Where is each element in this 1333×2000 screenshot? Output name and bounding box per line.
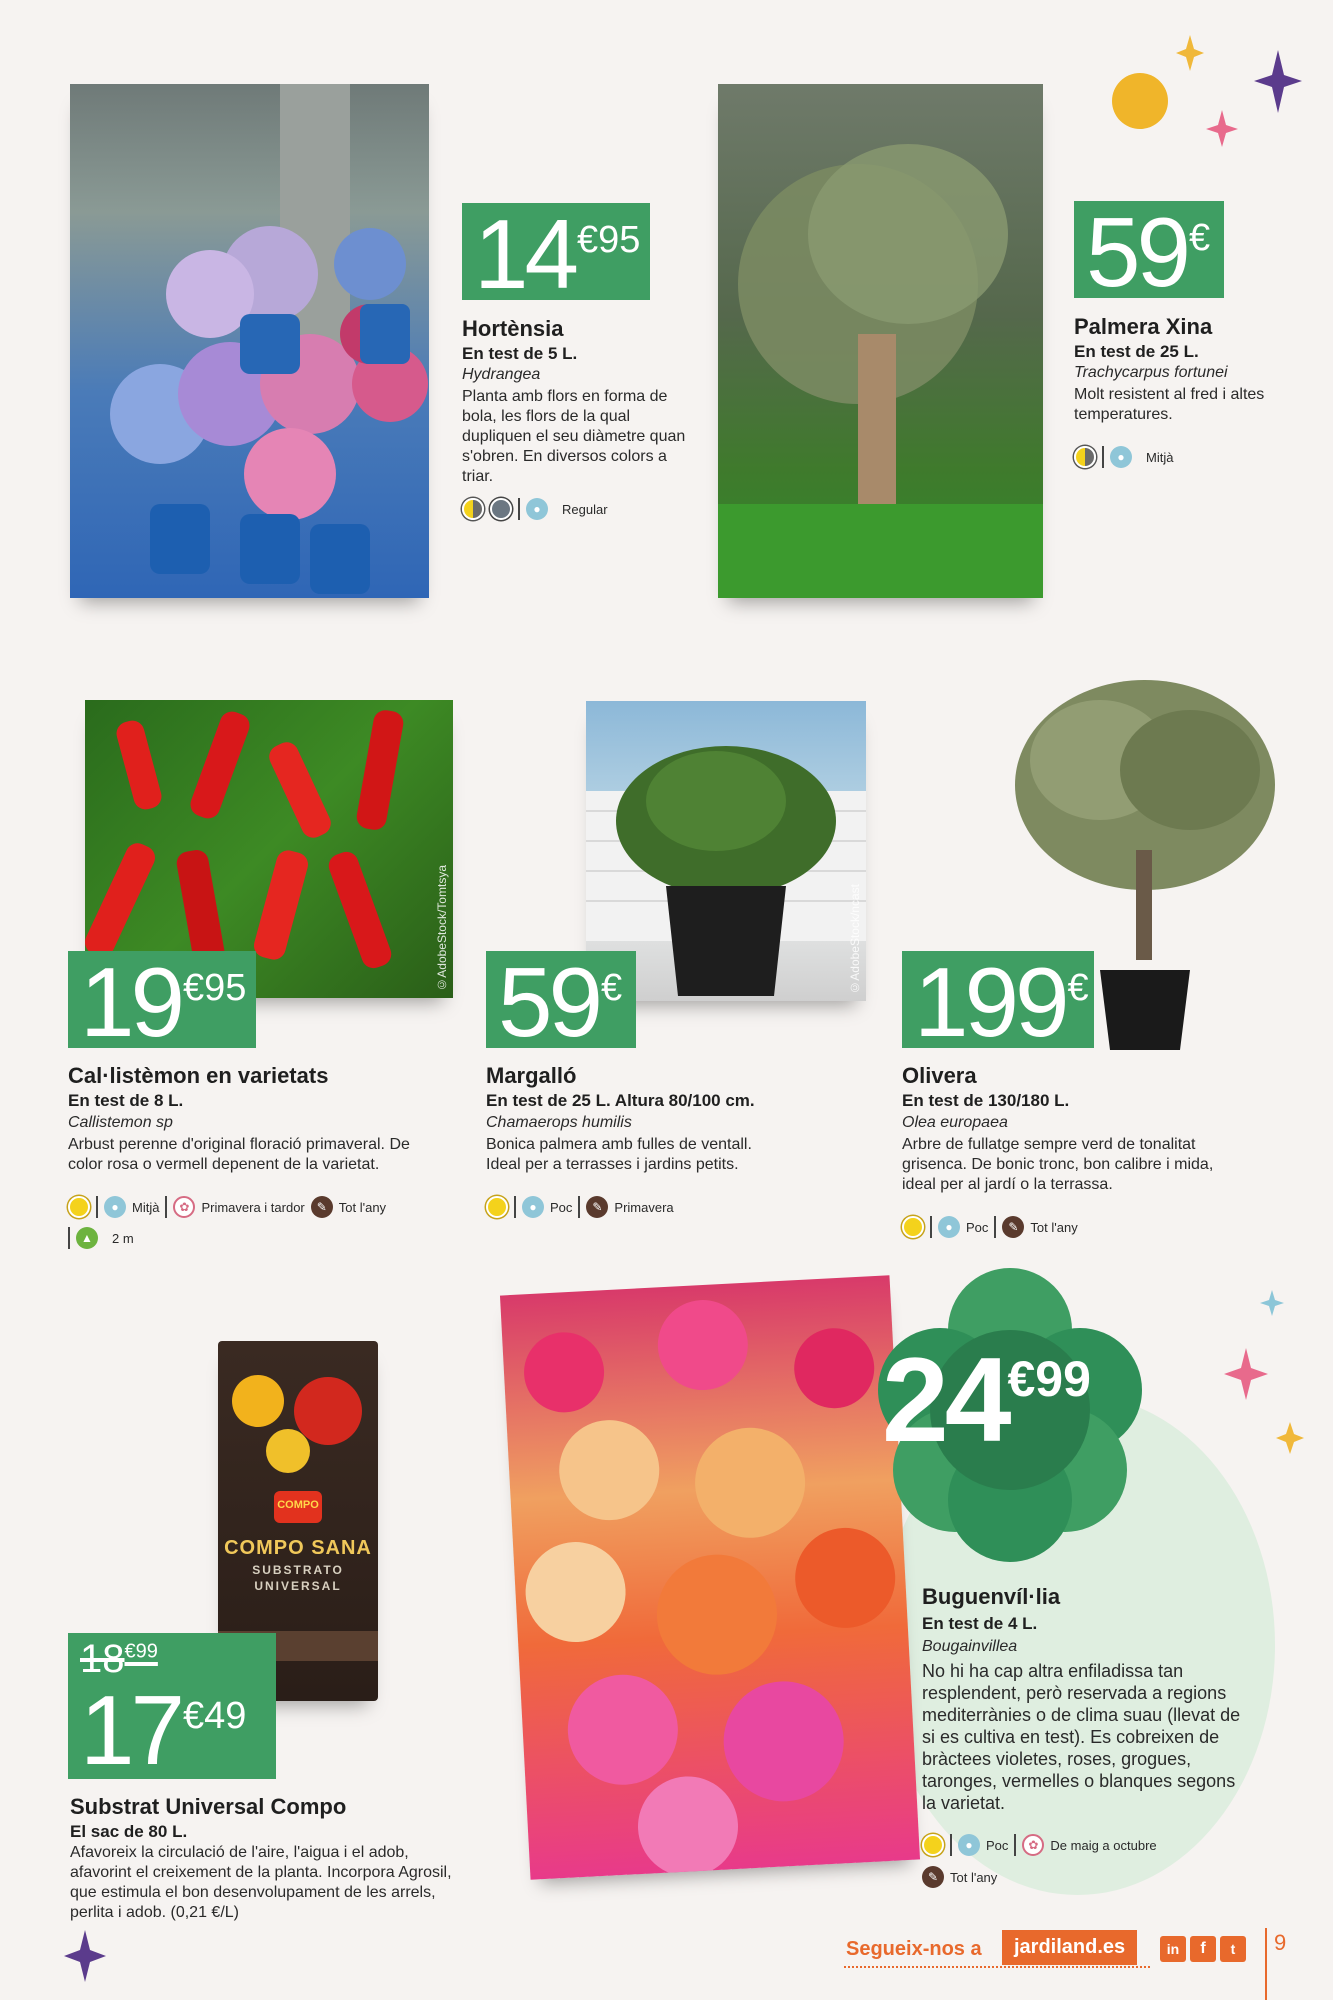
palmera-scientific: Trachycarpus fortunei [1074,364,1228,381]
olivera-price-tag [902,947,1094,1057]
olivera-description: Arbre de fullatge sempre verd de tonalitat grisenca. De bonic tronc, bon calibre i mida, ideal per al jardí o la terrassa. [902,1136,1214,1193]
divider [578,1196,580,1218]
hortensia-scientific: Hydrangea [462,366,541,383]
height-label: 2 m [112,1230,134,1246]
price-decimal: € [601,967,623,1009]
decor-stars-top [1090,25,1310,155]
page-divider [1265,1928,1267,2000]
buguenvillia-price [882,1333,1091,1467]
divider [514,1196,516,1218]
facebook-icon[interactable]: f [1190,1936,1216,1962]
page-number: 9 [1274,1930,1287,1955]
decor-stars-right [1210,1280,1320,1480]
star-pink-icon [1224,1348,1268,1400]
star-gold-icon [1276,1422,1304,1454]
palmera-care-icons [1074,446,1173,468]
callistemon-care-icons [68,1196,386,1218]
substrat-description: Afavoreix la circulació de l'aire, l'aigua i el adob, afavorint el creixement de la planta. Incorpora Agrosil, que estimula el bon desenvolupament de les arrels, perlita i adob. (0,21 €/L) [70,1844,452,1921]
full-sun-icon [902,1216,924,1238]
palmera-photo [718,84,1043,598]
divider [950,1834,952,1856]
partial-sun-icon [1074,446,1096,468]
callistemon-height-row [68,1227,134,1249]
substrat-container: El sac de 80 L. [70,1822,188,1841]
callistemon-description: Arbust perenne d'original floració primaveral. De color rosa o vermell depenent de la varietat. [68,1136,410,1173]
buguenvillia-description: No hi ha cap altra enfiladissa tan resplendent, però reservada a regions mediterrànies o de clima suau (llevat de si es cultiva en test). Es cobreixen de bràctees violetes, roses, grogues, taronges, vermelles o blanques segons la varietat. [922,1661,1241,1813]
planting-label: Tot l'any [1030,1219,1078,1235]
planting-label: Tot l'any [338,1199,387,1215]
palmera-price-tag [1074,197,1224,307]
divider [165,1196,167,1218]
planting-label: Primavera [614,1199,674,1215]
margallo-container: En test de 25 L. Altura 80/100 cm. [486,1091,755,1110]
photo-credit: ©AdobeStock/Tomtsya [435,865,449,992]
full-sun-icon [68,1196,90,1218]
bag-name: COMPO SANA [224,1537,372,1559]
divider [930,1216,932,1238]
old-price-integer: 18 [80,1637,125,1681]
flower-icon: ✿ [1022,1834,1044,1856]
margallo-description: Bonica palmera amb fulles de ventall. Ideal per a terrasses i jardins petits. [486,1136,752,1173]
price-integer: 17 [80,1675,182,1785]
buguenvillia-container: En test de 4 L. [922,1614,1038,1633]
olivera-scientific: Olea europaea [902,1114,1008,1131]
footer-dotted-line [844,1966,1150,1968]
price-decimal: €49 [183,1695,247,1737]
price-integer: 19 [80,947,182,1057]
callistemon-title: Cal·listèmon en varietats [68,1063,329,1088]
price-decimal: € [1067,967,1089,1009]
watering-label: Mitjà [132,1199,160,1215]
margallo-price-tag [486,947,636,1057]
hortensia-price-tag [462,199,650,309]
bag-line2: UNIVERSAL [254,1579,342,1593]
margallo-scientific: Chamaerops humilis [486,1114,632,1131]
planting-trowel-icon: ✎ [922,1866,944,1888]
linkedin-icon[interactable]: in [1160,1936,1186,1962]
star-blue-icon [1260,1290,1284,1316]
water-drops-icon: ● [522,1196,544,1218]
watering-label: Mitjà [1146,449,1174,465]
palmera-container: En test de 25 L. [1074,342,1199,361]
price-integer: 24 [882,1333,1008,1467]
buguenvillia-title: Buguenvíl·lia [922,1584,1061,1609]
water-drops-icon: ● [1110,446,1132,468]
height-arrow-icon: ▲ [76,1227,98,1249]
planting-trowel-icon: ✎ [1002,1216,1024,1238]
water-drops-icon: ● [938,1216,960,1238]
planting-trowel-icon: ✎ [586,1196,608,1218]
hortensia-description: Planta amb flors en forma de bola, les flors de la qual dupliquen el seu diàmetre quan s'obren. En diversos colors a triar. [462,388,686,485]
social-icons [1160,1936,1246,1962]
water-drops-icon: ● [104,1196,126,1218]
olivera-care-icons [902,1216,1078,1238]
price-decimal: €99 [1007,1351,1091,1407]
price-integer: 59 [1086,197,1188,307]
substrat-price-tag [68,1633,276,1785]
watering-label: Poc [550,1199,573,1215]
partial-sun-icon [462,498,484,520]
margallo-title: Margalló [486,1063,577,1088]
callistemon-price-tag [68,947,256,1057]
olivera-container: En test de 130/180 L. [902,1091,1070,1110]
buguenvillia-care-icons [922,1834,1157,1856]
price-integer: 59 [498,947,600,1057]
water-drops-icon: ● [958,1834,980,1856]
divider [518,498,520,520]
planting-label: Tot l'any [950,1869,998,1885]
price-integer: 199 [914,947,1066,1057]
jardiland-link[interactable]: jardiland.es [1002,1930,1137,1965]
footer-follow-text: Segueix-nos a [846,1938,982,1960]
bag-line1: SUBSTRATO [252,1563,344,1577]
buguenvillia-scientific: Bougainvillea [922,1638,1018,1655]
palmera-description: Molt resistent al fred i altes temperatures. [1074,386,1265,423]
bag-brand: COMPO [277,1499,319,1511]
photo-credit: ©AdobeStock/ncast [848,884,862,995]
divider [1102,446,1104,468]
buguenvillia-planting-row [922,1866,997,1888]
flowering-label: De maig a octubre [1050,1837,1157,1853]
hortensia-care-icons [462,498,608,520]
hortensia-container: En test de 5 L. [462,344,578,363]
divider [96,1196,98,1218]
star-pink-icon [1206,110,1238,147]
sun-circle [1112,73,1168,129]
palmera-title: Palmera Xina [1074,314,1213,339]
margallo-care-icons [486,1196,674,1218]
callistemon-container: En test de 8 L. [68,1091,184,1110]
twitter-icon[interactable]: t [1220,1936,1246,1962]
divider [1014,1834,1016,1856]
star-gold-icon [1176,35,1204,71]
substrat-title: Substrat Universal Compo [70,1794,347,1819]
star-purple-icon [1254,50,1302,113]
price-decimal: €95 [183,967,247,1009]
price-decimal: €95 [577,219,641,261]
shade-icon [490,498,512,520]
watering-label: Regular [562,501,608,517]
watering-label: Poc [966,1219,989,1235]
flower-icon: ✿ [173,1196,195,1218]
flowering-label: Primavera i tardor [201,1199,305,1215]
divider [68,1227,70,1249]
divider [994,1216,996,1238]
old-price-decimal: €99 [124,1640,158,1663]
full-sun-icon [922,1834,944,1856]
olivera-title: Olivera [902,1063,977,1088]
water-drops-icon: ● [526,498,548,520]
callistemon-scientific: Callistemon sp [68,1114,173,1131]
hortensia-title: Hortènsia [462,316,564,341]
planting-trowel-icon: ✎ [311,1196,333,1218]
watering-label: Poc [986,1837,1009,1853]
hortensia-photo [70,84,429,598]
full-sun-icon [486,1196,508,1218]
price-integer: 14 [474,199,576,309]
price-decimal: € [1189,217,1211,259]
star-purple-icon [62,1928,108,1984]
